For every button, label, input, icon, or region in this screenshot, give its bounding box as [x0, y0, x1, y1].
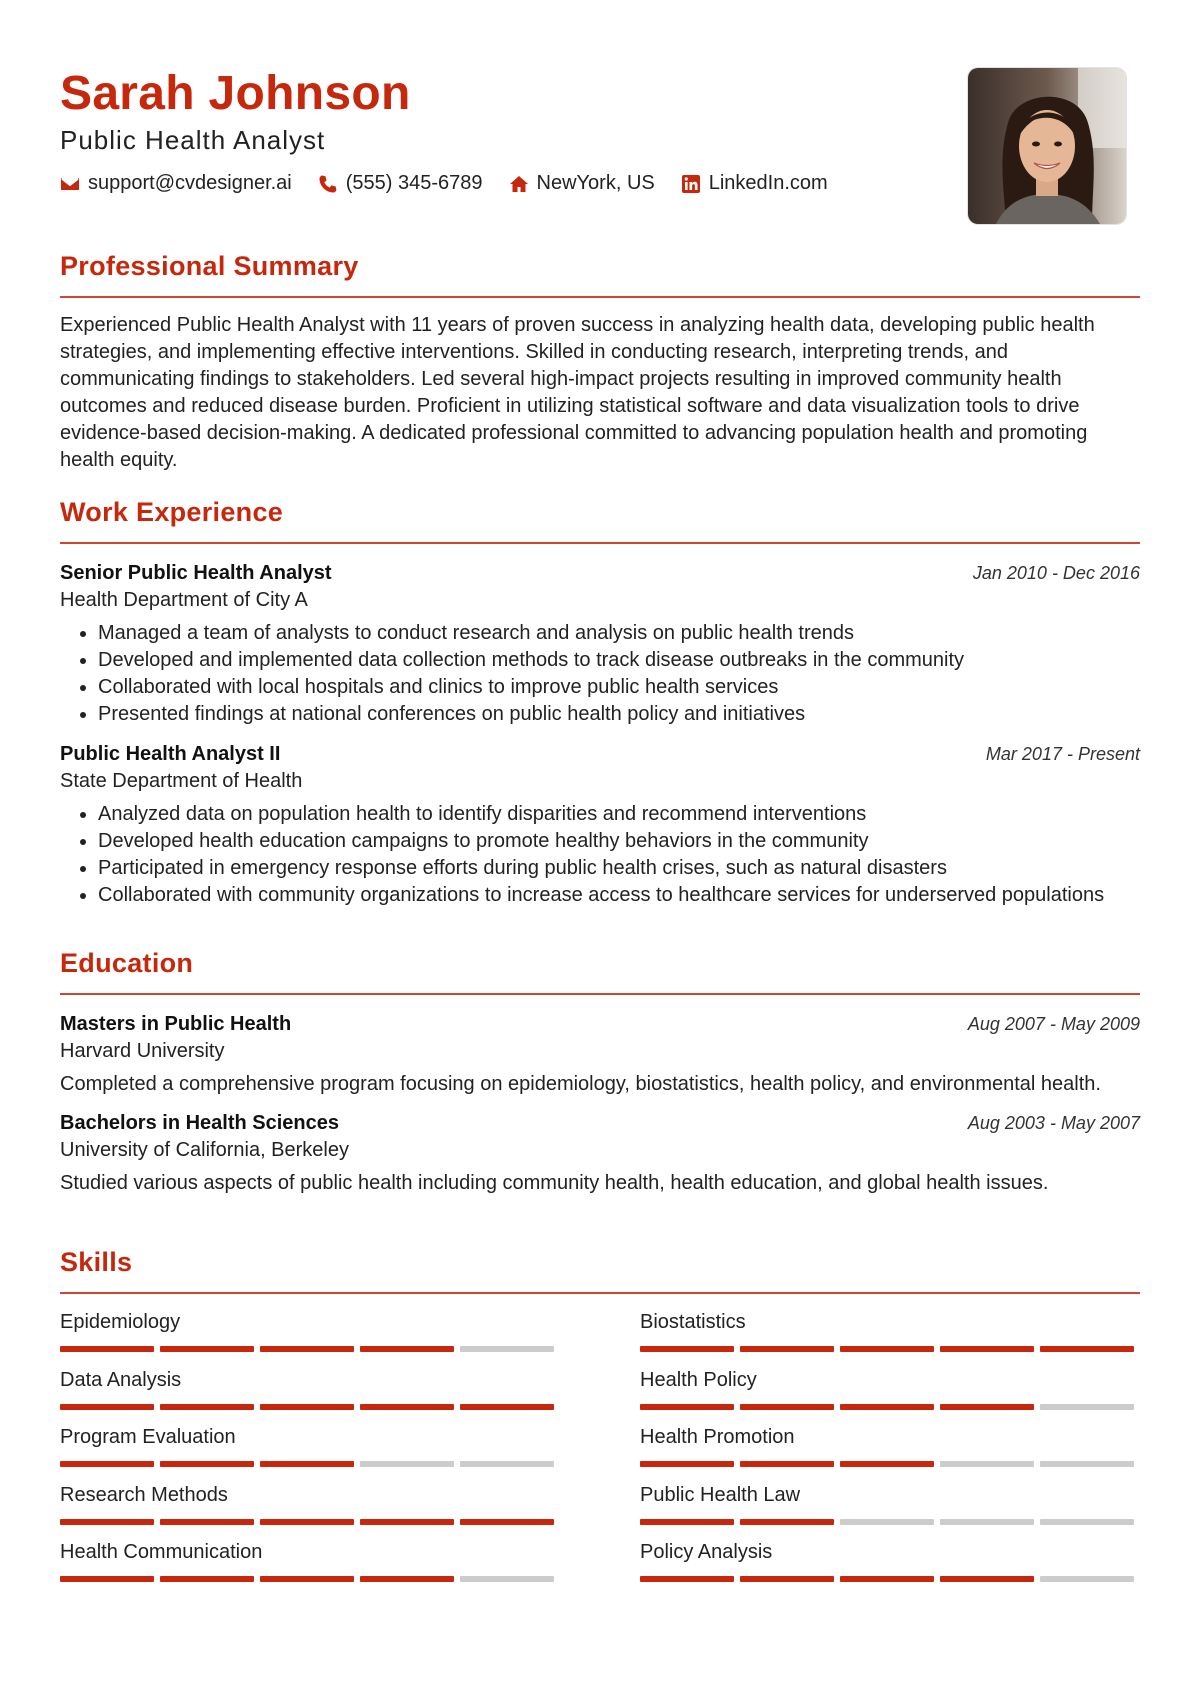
skill-level-segment-filled: [160, 1346, 254, 1352]
skill-name: Data Analysis: [60, 1368, 182, 1391]
skill-level-bar: [640, 1576, 1140, 1582]
skill-level-segment-filled: [360, 1519, 454, 1525]
summary-section: [60, 250, 1140, 474]
skill-level-segment-filled: [260, 1404, 354, 1410]
skill-level-segment-filled: [640, 1461, 734, 1467]
skill-name: Program Evaluation: [60, 1426, 236, 1448]
skill-item: [640, 1423, 1140, 1481]
job-bullets: [98, 620, 1140, 728]
skill-level-segment-filled: [260, 1519, 354, 1525]
skill-level-segment-filled: [160, 1404, 254, 1410]
skill-level-segment-empty: [460, 1346, 554, 1352]
job-organization: State Department of Health: [60, 770, 303, 792]
skill-level-segment-filled: [940, 1404, 1034, 1410]
skill-level-segment-empty: [940, 1461, 1034, 1467]
skill-level-segment-empty: [1040, 1576, 1134, 1582]
summary-text: Experienced Public Health Analyst with 11 years of proven success in analyzing health data, developing public health strategies, and implementing effective interventions. Skilled in conducting research, interpreting trends, and communicating findings to stakeholders. Led several high-impact projects resulting in improved community health outcomes and reduced disease burden. Proficient in utilizing statistical software and data visualization tools to drive evidence-based decision-making. A dedicated professional committed to advancing population health and promoting health equity.: [60, 314, 1095, 471]
degree-name: Masters in Public Health: [60, 1013, 292, 1035]
contact-phone-text: (555) 345-6789: [345, 172, 483, 194]
skill-level-segment-filled: [60, 1519, 154, 1525]
profile-photo: [968, 68, 1126, 224]
skill-level-bar: [640, 1519, 1140, 1525]
skill-name: Public Health Law: [640, 1483, 801, 1506]
job-bullet: • Collaborated with local hospitals and clinics to improve public health services: [98, 674, 1140, 701]
skills-section: [60, 1246, 1140, 1596]
section-title-skills: Skills: [60, 1247, 133, 1277]
skill-level-segment-filled: [640, 1346, 734, 1352]
contact-location: [509, 172, 655, 195]
home-icon: [509, 174, 529, 194]
job-organization: Health Department of City A: [60, 589, 308, 611]
skill-name: Health Policy: [640, 1368, 757, 1391]
skill-item: [60, 1423, 560, 1481]
skill-level-segment-empty: [360, 1461, 454, 1467]
skill-level-bar: [640, 1461, 1140, 1467]
contact-email[interactable]: [60, 172, 292, 195]
education-entry: [60, 1110, 1140, 1197]
school-name: University of California, Berkeley: [60, 1139, 349, 1161]
section-title-experience: Work Experience: [60, 497, 284, 527]
skill-level-bar: [60, 1404, 560, 1410]
education-description: Studied various aspects of public health including community health, health education, and global health issues.: [60, 1172, 1049, 1194]
skill-level-bar: [60, 1461, 560, 1467]
skill-name: Health Promotion: [640, 1426, 795, 1448]
job-bullet: • Participated in emergency response efforts during public health crises, such as natural disasters: [98, 855, 1140, 882]
skill-level-segment-filled: [60, 1346, 154, 1352]
skill-item: [640, 1538, 1140, 1596]
skill-level-segment-filled: [60, 1461, 154, 1467]
job-role: Senior Public Health Analyst: [60, 562, 332, 584]
job-bullet: • Analyzed data on population health to identify disparities and recommend interventions: [98, 801, 1140, 828]
skill-level-segment-filled: [640, 1519, 734, 1525]
skill-level-segment-filled: [640, 1576, 734, 1582]
skill-level-segment-filled: [260, 1461, 354, 1467]
skill-level-segment-empty: [840, 1519, 934, 1525]
job-entry: [60, 741, 1140, 909]
skill-level-bar: [60, 1346, 560, 1352]
skill-name: Policy Analysis: [640, 1541, 773, 1563]
skill-level-segment-filled: [740, 1519, 834, 1525]
contact-email-text: support@cvdesigner.ai: [88, 172, 292, 194]
skill-level-segment-filled: [840, 1461, 934, 1467]
skill-level-segment-filled: [360, 1404, 454, 1410]
skill-level-segment-filled: [160, 1519, 254, 1525]
skill-level-bar: [60, 1576, 560, 1582]
skill-level-segment-filled: [940, 1576, 1034, 1582]
skill-item: [60, 1308, 560, 1366]
skill-level-segment-filled: [460, 1404, 554, 1410]
section-divider: [60, 1292, 1140, 1294]
skill-name: Biostatistics: [640, 1311, 746, 1333]
phone-icon: [318, 174, 338, 194]
skill-level-segment-filled: [840, 1576, 934, 1582]
skill-level-segment-filled: [260, 1576, 354, 1582]
resume-header: [60, 66, 1140, 226]
education-entry: [60, 1011, 1140, 1098]
skill-item: [640, 1366, 1140, 1424]
skill-level-bar: [640, 1346, 1140, 1352]
skills-grid: [60, 1308, 1140, 1596]
job-dates: Jan 2010 - Dec 2016: [972, 563, 1140, 583]
job-bullet: • Collaborated with community organizations to increase access to healthcare services for underserved populations: [98, 882, 1140, 909]
job-bullet: • Developed and implemented data collection methods to track disease outbreaks in the community: [98, 647, 1140, 674]
skill-level-segment-filled: [840, 1404, 934, 1410]
skill-item: [640, 1481, 1140, 1539]
skill-level-segment-filled: [740, 1461, 834, 1467]
envelope-icon: [60, 174, 80, 194]
skill-level-segment-empty: [1040, 1461, 1134, 1467]
resume-page: [60, 0, 1140, 1684]
contact-linkedin-text: LinkedIn.com: [708, 172, 828, 194]
job-bullet: • Managed a team of analysts to conduct research and analysis on public health trends: [98, 620, 1140, 647]
contact-phone[interactable]: [318, 172, 483, 195]
candidate-name: Sarah Johnson: [60, 67, 411, 120]
skill-level-segment-filled: [60, 1576, 154, 1582]
skill-level-segment-filled: [360, 1346, 454, 1352]
skill-level-segment-filled: [740, 1404, 834, 1410]
skill-level-segment-filled: [360, 1576, 454, 1582]
job-bullet: • Presented findings at national conferences on public health policy and initiatives: [98, 701, 1140, 728]
skill-level-segment-empty: [1040, 1519, 1134, 1525]
education-dates: Aug 2007 - May 2009: [967, 1014, 1140, 1034]
skill-level-segment-empty: [940, 1519, 1034, 1525]
school-name: Harvard University: [60, 1040, 225, 1062]
education-description: Completed a comprehensive program focusing on epidemiology, biostatistics, health policy, and environmental health.: [60, 1073, 1101, 1095]
candidate-title: Public Health Analyst: [60, 125, 326, 155]
skill-level-segment-filled: [460, 1519, 554, 1525]
skill-level-segment-empty: [1040, 1404, 1134, 1410]
skill-name: Epidemiology: [60, 1311, 181, 1333]
job-bullets: [98, 801, 1140, 909]
contact-location-text: NewYork, US: [536, 172, 655, 194]
job-bullet: • Developed health education campaigns to promote healthy behaviors in the community: [98, 828, 1140, 855]
skill-level-segment-empty: [460, 1461, 554, 1467]
section-divider: [60, 296, 1140, 298]
skill-name: Research Methods: [60, 1483, 228, 1506]
skill-item: [60, 1366, 560, 1424]
section-title-education: Education: [60, 948, 194, 978]
skill-level-segment-filled: [940, 1346, 1034, 1352]
experience-section: [60, 496, 1140, 909]
skill-level-segment-filled: [640, 1404, 734, 1410]
linkedin-icon: [681, 174, 701, 194]
skill-item: [60, 1538, 560, 1596]
skill-level-segment-filled: [740, 1346, 834, 1352]
education-section: [60, 947, 1140, 1197]
job-entry: [60, 560, 1140, 728]
degree-name: Bachelors in Health Sciences: [60, 1112, 340, 1134]
skill-level-bar: [640, 1404, 1140, 1410]
skill-level-segment-filled: [160, 1461, 254, 1467]
section-divider: [60, 993, 1140, 995]
skill-item: [640, 1308, 1140, 1366]
skill-item: [60, 1481, 560, 1539]
job-dates: Mar 2017 - Present: [985, 744, 1140, 764]
job-role: Public Health Analyst II: [60, 743, 281, 765]
skill-level-segment-filled: [840, 1346, 934, 1352]
section-divider: [60, 542, 1140, 544]
skill-level-segment-filled: [1040, 1346, 1134, 1352]
skill-level-segment-filled: [260, 1346, 354, 1352]
contact-linkedin[interactable]: [681, 172, 828, 195]
skill-level-segment-filled: [60, 1404, 154, 1410]
education-dates: Aug 2003 - May 2007: [967, 1113, 1140, 1133]
skill-name: Health Communication: [60, 1541, 263, 1563]
skill-level-bar: [60, 1519, 560, 1525]
skill-level-segment-filled: [160, 1576, 254, 1582]
skill-level-segment-filled: [740, 1576, 834, 1582]
skill-level-segment-empty: [460, 1576, 554, 1582]
section-title-summary: Professional Summary: [60, 251, 359, 281]
